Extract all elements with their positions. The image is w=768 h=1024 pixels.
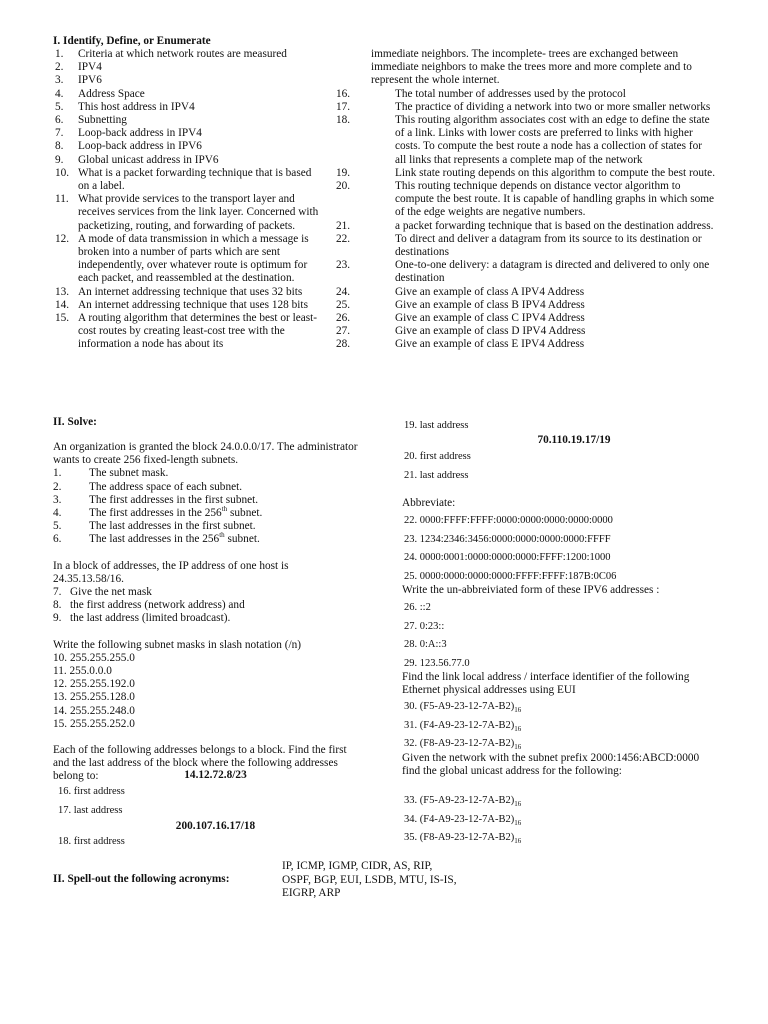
eui-list [404,698,521,754]
item-text: 255.255.255.0 [69,651,135,664]
list-item [55,101,325,114]
q18-first-address: 18. first address [58,836,125,847]
item-text: This routing algorithm associates cost with an edge to define the state of a link. Links with lower costs are preferred to links with higher costs. To compute the best route a node has a collection of states for all links that represents a complete map of the network [395,114,710,166]
item-text: The last addresses in the 256 [89,533,220,546]
item-text: Criteria at which network routes are measured [78,48,287,60]
item-number: 10. [53,651,68,664]
list-item [336,286,716,299]
item-text: IPV4 [78,61,102,74]
item-text: Loop-back address in IPV4 [78,127,202,140]
list-item: 6. The last addresses in the 256th subnet. [53,531,260,546]
item-number: 9. [55,153,64,166]
item-text: 255.255.128.0 [69,691,135,704]
list-item [336,101,716,114]
list-item [53,612,358,625]
item-text: Address Space [78,87,145,100]
block-host-text: In a block of addresses, the IP address of one host is 24.35.13.58/16. [53,559,289,585]
global-unicast-heading: Given the network with the subnet prefix 2000:1456:ABCD:0000 find the global unicast address for the following: [402,752,700,778]
identify-list-left [55,48,325,352]
item-text: Give an example of class E IPV4 Address [395,338,585,351]
item-15-continuation: immediate neighbors. The incomplete- trees are exchanged between immediate neighbors to make the trees more and more complete and to represent the whole internet. [371,48,692,87]
block-find-intro: Each of the following addresses belongs to a block. Find the first and the last address of the block where the following addresses belong to: [53,744,347,783]
item-text: The practice of dividing a network into two or more smaller networks [395,100,711,113]
list-item [336,259,716,285]
unabbr-item: 26. ::2 [404,602,431,613]
list-item [55,167,325,193]
item-text: A mode of data transmission in which a message is broken into a number of parts which are sent independently, over whatever route is optimum for each packet, and reassembled at the destination. [78,232,309,285]
item-number: 8. [55,140,64,153]
mask-intro: Write the following subnet masks in slash notation (/n) [53,638,302,651]
list-item [336,180,716,220]
item-text: An internet addressing technique that uses 128 bits [78,298,308,311]
section-1-left-list [55,48,325,352]
item-number: 6. [55,114,64,127]
block-3-address: 70.110.19.17/19 [537,434,611,446]
list-item [55,154,325,167]
item-text: a packet forwarding technique that is based on the destination address. [395,219,714,232]
item-number: 2. [53,480,62,493]
list-item [336,220,716,233]
item-number: 7. [53,586,62,599]
item-number: 21. [336,219,351,232]
unabbr-item: 27. 0:23:: [404,620,445,632]
item-number: 1. [53,467,62,480]
item-text: 255.255.252.0 [69,717,135,730]
item-text: Global unicast address in IPV6 [78,153,219,166]
list-item [55,74,325,87]
mask-question-list [53,652,358,731]
item-text: Subnetting [78,114,127,127]
list-item [53,691,358,704]
abbr-item: 24. 0000:0001:0000:0000:0000:FFFF:1200:1000 [404,552,611,563]
list-item [53,467,358,480]
list-item [53,705,358,718]
block-question-list [53,586,358,626]
item-text: Give an example of class C IPV4 Address [395,312,585,325]
item-text: To direct and deliver a datagram from its source to its destination or destinations [395,232,702,259]
global-unicast-list [404,792,521,848]
list-item [55,233,325,286]
global-item: 33. $(F5-A9-23-12-7A-B2)_{16}$ [404,795,522,809]
item-number: 28. [336,338,351,351]
item-text: The first addresses in the first subnet. [89,493,259,506]
item-text: The last addresses in the first subnet. [89,520,256,533]
list-item [336,233,716,259]
item-number: 6. [53,533,62,546]
subnet-question-list [53,467,358,546]
item-number: 11. [55,193,69,206]
item-number: 19. [336,166,351,179]
list-item [53,520,358,533]
item-number: 1. [55,48,64,60]
item-number: 15. [53,717,68,730]
item-text: The address space of each subnet. [89,480,243,493]
list-item [53,494,358,507]
item-number: 14. [53,704,68,717]
list-item [55,140,325,153]
item-text: the first address (network address) and [70,599,245,612]
item-text: Loop-back address in IPV6 [78,140,202,153]
list-item [53,652,358,665]
list-item [336,114,716,167]
item-number: 20. [336,180,351,193]
item-text: The subnet mask. [89,467,169,480]
list-item [53,678,358,691]
list-item [55,61,325,74]
item-text: The total number of addresses used by the protocol [395,87,626,100]
section-2-heading: II. Solve: [53,416,97,428]
list-item [53,481,358,494]
abbr-item: 23. 1234:2346:3456:0000:0000:0000:0000:FFFF [404,533,611,545]
item-text: Give an example of class A IPV4 Address [395,285,585,298]
eui-item: 32. $(F8-A9-23-12-7A-B2)_{16}$ [404,738,522,752]
list-item [336,338,716,351]
item-number: 17. [336,100,351,113]
item-text: The first addresses in the 256 [89,507,222,520]
item-text: An internet addressing technique that uses 32 bits [78,285,303,298]
list-item [336,299,716,312]
section-3-heading: II. Spell-out the following acronyms: [53,873,230,885]
solve-left-column [53,441,358,784]
item-number: 2. [55,61,64,74]
item-number: 4. [53,507,62,520]
item-text: 255.255.192.0 [69,678,135,691]
item-number: 27. [336,325,351,338]
global-item: 34. $(F4-A9-23-12-7A-B2)_{16}$ [404,813,522,827]
list-item: 4. The first addresses in the 256th subnet. [53,505,263,520]
list-item [55,127,325,140]
acronyms-line: IP, ICMP, IGMP, CIDR, AS, RIP, [282,860,433,872]
item-number: 3. [55,74,64,87]
item-text: IPV6 [78,74,102,87]
list-item [53,586,358,599]
unabbreviate-heading: Write the un-abbreiviated form of these IPV6 addresses : [402,584,660,596]
list-item [55,299,325,312]
item-number: 26. [336,312,351,325]
item-number: 11. [53,665,67,678]
list-item [55,286,325,299]
global-item: 35. $(F8-A9-23-12-7A-B2)_{16}$ [404,832,522,846]
list-item [336,312,716,325]
list-item [336,325,716,338]
item-number: 24. [336,285,351,298]
block-1-address: 14.12.72.8/23 [184,769,247,781]
eui-item: 30. $(F5-A9-23-12-7A-B2)_{16}$ [404,701,522,715]
list-item [336,88,716,101]
item-text: 255.0.0.0 [69,665,112,678]
block-2-address: 200.107.16.17/18 [175,820,256,832]
item-text: A routing algorithm that determines the best or least-cost routes by creating least-cost tree with the information a node has about its [78,312,318,351]
item-number: 9. [53,612,62,625]
item-text: This routing technique depends on distance vector algorithm to compute the best route. It is capable of handling graphs in which some of the edge weights are negative numbers. [395,180,715,219]
unabbreviate-list [404,599,470,673]
item-number: 7. [55,127,64,140]
item-number: 12. [55,232,70,245]
item-number: 4. [55,87,64,100]
item-text: Give an example of class D IPV4 Address [395,325,586,338]
q20-first-address: 20. first address [404,451,471,462]
item-text: Link state routing depends on this algorithm to compute the best route. [395,166,716,179]
unabbr-item: 29. 123.56.77.0 [404,657,470,669]
item-number: 22. [336,232,351,245]
eui-heading: Find the link local address / interface identifier of the following Ethernet physical addresses using EUI [402,671,690,697]
item-number: 5. [53,520,62,533]
abbr-item: 25. 0000:0000:0000:0000:FFFF:FFFF:187B:0C06 [404,570,617,582]
item-text: What is a packet forwarding technique that is based on a label. [78,166,312,193]
abbreviate-list [404,512,616,586]
item-number: 15. [55,312,70,325]
item-text: Give an example of class B IPV4 Address [395,298,585,311]
section-1-right-column [336,48,716,352]
item-number: 25. [336,298,351,311]
item-number: 3. [53,493,62,506]
item-number: 16. [336,87,351,100]
q16-first-address: 16. first address [58,786,125,797]
item-text: One-to-one delivery: a datagram is directed and delivered to only one destination [395,259,710,285]
item-text: This host address in IPV4 [78,100,195,113]
item-text: Give the net mask [70,586,152,599]
item-number: 10. [55,166,70,179]
list-item [55,114,325,127]
subnet-intro: An organization is granted the block 24.0.0.0/17. The administrator wants to create 256 fixed-length subnets. [53,441,358,467]
list-item [336,167,716,180]
section-1-heading: I. Identify, Define, or Enumerate [53,35,211,47]
item-number: 23. [336,259,351,272]
item-number: 12. [53,678,68,691]
acronym-list [282,860,457,901]
list-item [53,665,358,678]
abbreviate-heading: Abbreviate: [402,497,456,509]
q19-last-address: 19. last address [404,420,469,431]
acronyms-line: EIGRP, ARP [282,887,341,899]
item-number: 18. [336,114,351,127]
list-item [53,718,358,731]
q21-last-address: 21. last address [404,470,469,481]
item-number: 8. [53,599,62,612]
item-text: 255.255.248.0 [69,704,135,717]
identify-list-right [336,87,716,352]
q17-last-address: 17. last address [58,805,123,816]
item-text: the last address (limited broadcast). [70,612,231,625]
list-item [55,312,325,352]
item-number: 13. [55,285,70,298]
abbr-item: 22. 0000:FFFF:FFFF:0000:0000:0000:0000:0000 [404,515,613,526]
acronyms-line: OSPF, BGP, EUI, LSDB, MTU, IS-IS, [282,873,457,886]
item-text: What provide services to the transport layer and receives services from the link layer. Concerned with packetizing, routing, and forwarding of packets. [78,193,319,232]
eui-item: 31. $(F4-A9-23-12-7A-B2)_{16}$ [404,719,522,733]
list-item [55,48,325,61]
item-number: 14. [55,298,70,311]
unabbr-item: 28. 0:A::3 [404,639,447,650]
list-item [55,88,325,101]
list-item [55,193,325,233]
item-number: 13. [53,691,68,704]
list-item [53,599,358,612]
item-number: 5. [55,100,64,113]
